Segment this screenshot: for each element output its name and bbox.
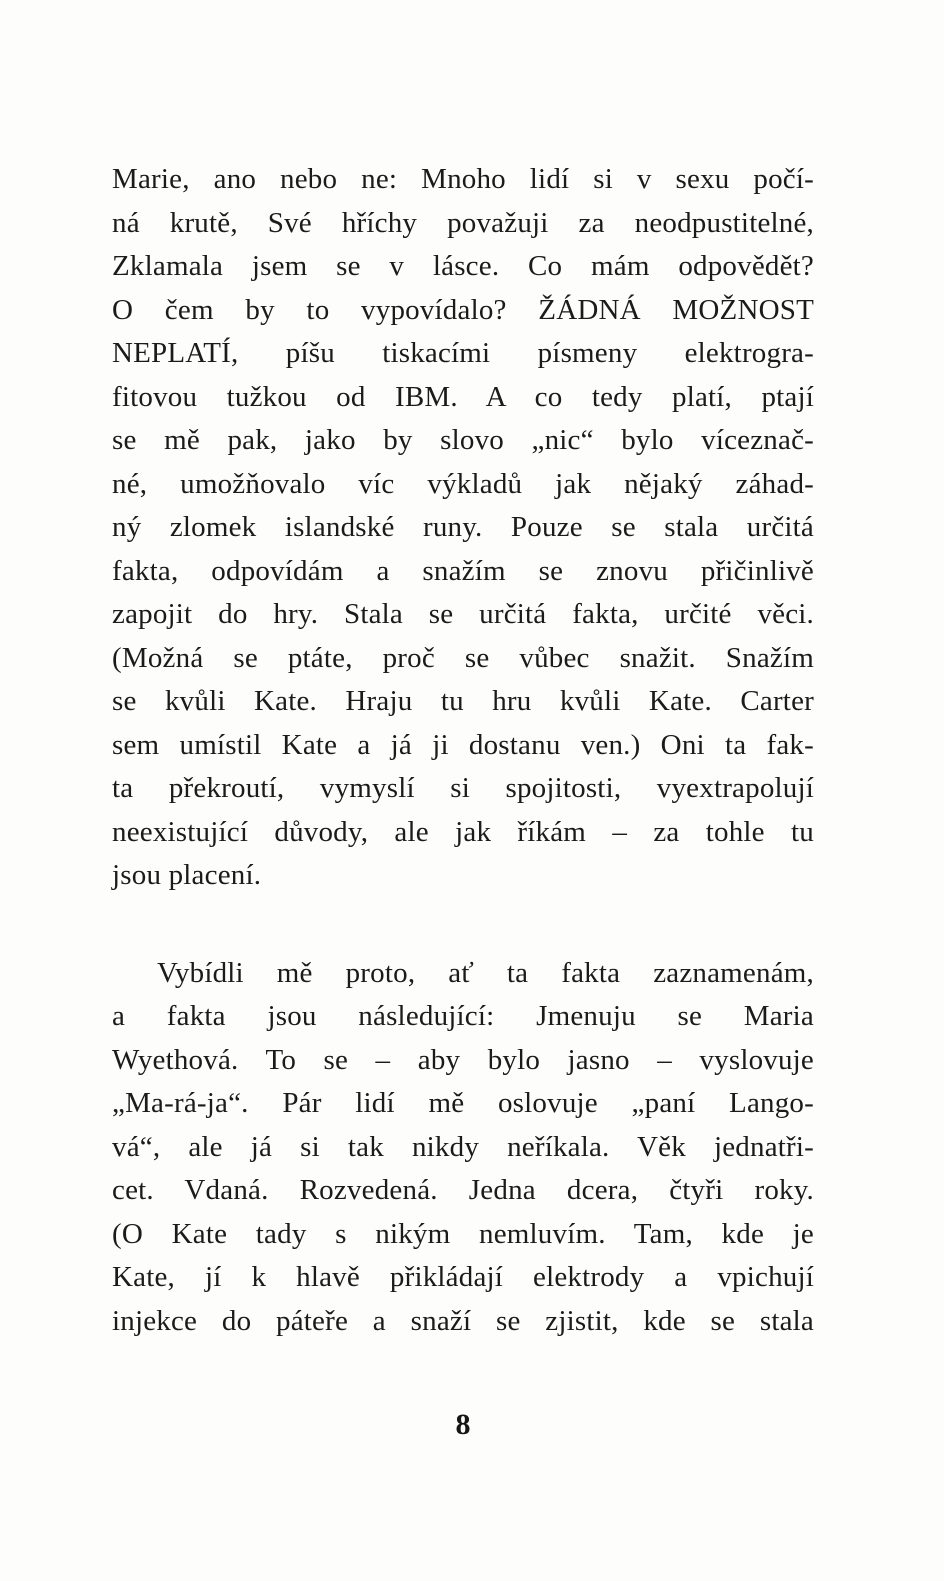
text-line: neexistující důvody, ale jak říkám – za tohle tu xyxy=(112,815,814,848)
page-number: 8 xyxy=(455,1408,471,1441)
text-line: sem umístil Kate a já ji dostanu ven.) Oni ta fak- xyxy=(112,728,814,761)
text-line: ný zlomek islandské runy. Pouze se stala určitá xyxy=(112,511,814,543)
text-line: (O Kate tady s nikým nemluvím. Tam, kde je xyxy=(112,1217,814,1250)
text-line: (Možná se ptáte, proč se vůbec snažit. Snažím xyxy=(112,641,814,674)
text-line: ta překroutí, vymyslí si spojitosti, vyextrapolují xyxy=(112,772,814,804)
text-line: vá“, ale já si tak nikdy neříkala. Věk jednatři- xyxy=(112,1130,814,1163)
text-line: zapojit do hry. Stala se určitá fakta, určité věci. xyxy=(112,598,814,630)
text-line: „Ma-rá-ja“. Pár lidí mě oslovuje „paní Lango- xyxy=(112,1087,814,1119)
paragraph-2 xyxy=(112,952,814,1344)
text-line: O čem by to vypovídalo? ŽÁDNÁ MOŽNOST xyxy=(112,293,814,326)
text-line: Kate, jí k hlavě přikládají elektrody a vpichují xyxy=(112,1261,814,1293)
text-line: ná krutě, Své hříchy považuji za neodpustitelné, xyxy=(112,206,814,239)
paragraph-1 xyxy=(112,158,814,898)
text-line: Marie, ano nebo ne: Mnoho lidí si v sexu počí- xyxy=(112,163,814,195)
text-line: se mě pak, jako by slovo „nic“ bylo víceznač- xyxy=(112,424,814,456)
text-line: NEPLATÍ, píšu tiskacími písmeny elektrogra- xyxy=(112,337,814,369)
text-line: Vybídli mě proto, ať ta fakta zaznamenám, xyxy=(157,956,814,989)
text-line: Zklamala jsem se v lásce. Co mám odpovědět? xyxy=(112,250,814,282)
text-line: a fakta jsou následující: Jmenuju se Maria xyxy=(112,1000,814,1032)
text-line: né, umožňovalo víc výkladů jak nějaký záhad- xyxy=(112,467,814,500)
text-line: injekce do páteře a snaží se zjistit, kde se stala xyxy=(112,1304,814,1337)
text-line: jsou placení. xyxy=(112,859,262,891)
text-line: cet. Vdaná. Rozvedená. Jedna dcera, čtyři roky. xyxy=(112,1174,814,1206)
text-line: Wyethová. To se – aby bylo jasno – vyslovuje xyxy=(112,1043,814,1076)
text-line: se kvůli Kate. Hraju tu hru kvůli Kate. Carter xyxy=(112,685,814,717)
text-line: fitovou tužkou od IBM. A co tedy platí, ptají xyxy=(112,380,814,413)
body-text xyxy=(112,158,814,1343)
text-line: fakta, odpovídám a snažím se znovu přičinlivě xyxy=(112,554,814,587)
